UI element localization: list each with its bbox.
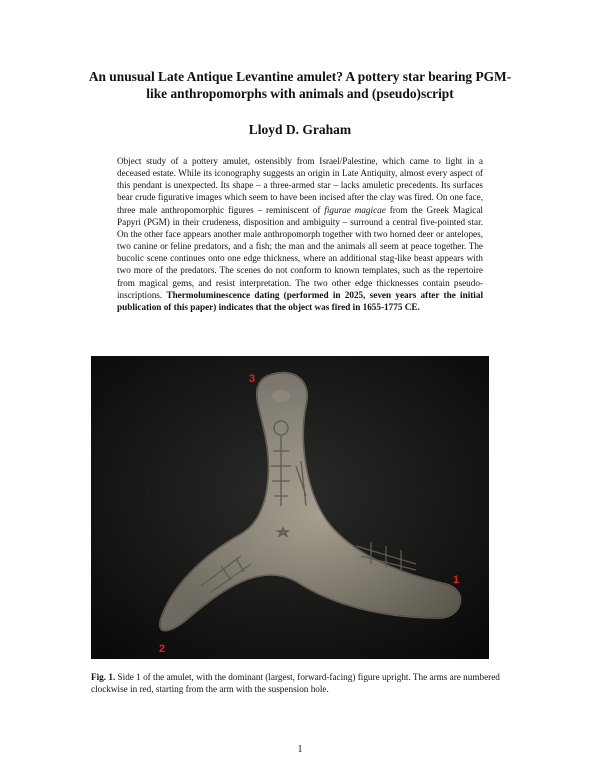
page-number: 1: [297, 744, 303, 755]
arm-number-1: 1: [453, 574, 460, 586]
abstract-text-1: Object study of a pottery amulet, ostensibly from Israel/Palestine, which came to light in a deceased estate. While its iconography suggests an origin in Late Antiquity, almost every aspect of this pendant is unexpected. Its shape – a three-armed star – lacks amuletic precedents. Its surfaces bear crude figurative images which seem to have been incised after the clay was fired. On one face, three male anthropomorphic figures – reminiscent of: [117, 156, 483, 215]
abstract: [117, 155, 483, 313]
figure-caption: [91, 671, 501, 695]
abstract-italic-term: figurae magicae: [324, 204, 386, 215]
paper-title: An unusual Late Antique Levantine amulet? A pottery star bearing PGM-like anthropomorphs with animals and (pseudo)script: [88, 69, 512, 101]
author-name: Lloyd D. Graham: [248, 122, 352, 137]
suspension-hole: [272, 390, 290, 402]
amulet-photo: [91, 356, 489, 659]
caption-label: Fig. 1.: [91, 672, 116, 682]
amulet-illustration: [91, 356, 489, 659]
arm-number-2: 2: [159, 643, 166, 655]
abstract-dating-note: Thermoluminescence dating (performed in 2025, seven years after the initial publication of this paper) indicates that the object was fired in 1655-1775 CE.: [117, 289, 484, 312]
abstract-text-2: from the Greek Magical Papyri (PGM) in their crudeness, disposition and ambiguity – surround a central five-pointed star. On the other face appears another male anthropomorph together with two horned deer or antelopes, two canine or feline predators, and a fish; the man and the animals all seem at peace together. The bucolic scene continues onto one edge thickness, where an additional stag-like beast appears with two more of the predators. The scenes do not conform to known templates, such as the repertoire from magical gems, and resist interpretation. The two other edge thicknesses contain pseudo-inscriptions.: [117, 204, 483, 300]
arm-number-3: 3: [249, 373, 256, 385]
caption-text: Side 1 of the amulet, with the dominant (largest, forward-facing) figure upright. The arms are numbered clockwise in red, starting from the arm with the suspension hole.: [91, 672, 500, 695]
